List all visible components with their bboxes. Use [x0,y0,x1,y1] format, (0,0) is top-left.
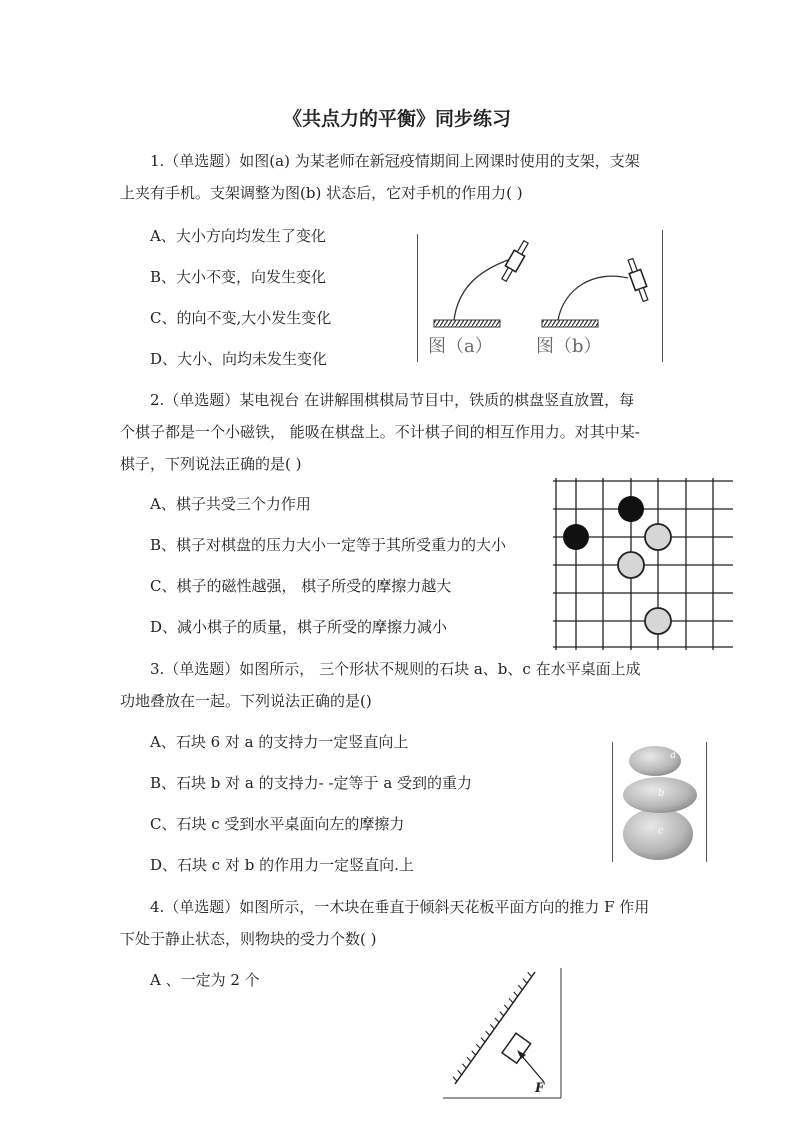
stones-drawing [612,742,708,862]
q1-option-c: C、的向不变,大小发生变化 [150,309,332,327]
q2-stem-line-2: 个棋子都是一个小磁铁， 能吸在棋盘上。不计棋子间的相互作用力。对其中某- [120,423,640,441]
q3-option-d: D、石块 c 对 b 的作用力一定竖直向.上 [150,856,414,874]
white-stone [645,524,671,550]
q3-stem-line-2: 功地叠放在一起。下列说法正确的是() [120,692,372,710]
inclined-ceiling-figure [443,968,565,1100]
q4-option-a: A 、一定为 2 个 [150,971,260,989]
black-stone [563,524,589,550]
q1-option-b: B、大小不变，向发生变化 [150,268,327,286]
q4-stem-line-1: 4.（单选题）如图所示，一木块在垂直于倾斜天花板平面方向的推力 F 作用 [150,898,650,916]
q1-option-d: D、大小、向均未发生变化 [150,350,328,368]
q1-stem-line-1: 1.（单选题）如图(a) 为某老师在新冠疫情期间上网课时使用的支架，支架 [150,152,640,170]
force-label-f: F [535,1081,545,1096]
stacked-stones-figure [612,742,708,862]
go-board-figure [553,478,733,650]
fig-label-a: 图（a） [428,336,493,357]
white-stone [618,552,644,578]
q3-option-a: A、石块 6 对 a 的支持力一定竖直向上 [150,733,409,751]
q1-stem-line-2: 上夹有手机。支架调整为图(b) 状态后，它对手机的作用力( ) [120,184,523,202]
q2-option-c: C、棋子的磁性越强， 棋子所受的摩擦力越大 [150,577,452,595]
page-title: 《共点力的平衡》同步练习 [282,108,511,130]
white-stone [645,608,671,634]
q1-option-a: A、大小方向均发生了变化 [150,227,326,245]
q2-option-a: A、棋子共受三个力作用 [150,495,311,513]
stone-label-a: a [670,750,676,761]
q2-option-d: D、减小棋子的质量，棋子所受的摩擦力减小 [150,618,448,636]
wooden-block [502,1033,531,1063]
black-stone [618,496,644,522]
q3-stem-line-1: 3.（单选题）如图所示， 三个形状不规则的石块 a、b、c 在水平桌面上成 [150,660,641,678]
fig-label-b: 图（b） [536,336,602,357]
ceiling-drawing [443,968,565,1100]
q2-stem-line-1: 2.（单选题）某电视台 在讲解围棋棋局节目中，铁质的棋盘竖直放置，每 [150,391,635,409]
q1-phone-stand-figure [416,230,666,364]
stone-label-b: b [658,788,665,799]
q3-option-b: B、石块 b 对 a 的支持力- -定等于 a 受到的重力 [150,774,473,792]
q3-option-c: C、石块 c 受到水平桌面向左的摩擦力 [150,815,405,833]
stone-label-c: c [658,826,664,837]
q2-option-b: B、棋子对棋盘的压力大小一定等于其所受重力的大小 [150,536,507,554]
q4-stem-line-2: 下处于静止状态，则物块的受力个数( ) [120,930,377,948]
q2-stem-line-3: 棋子，下列说法正确的是( ) [120,455,302,473]
